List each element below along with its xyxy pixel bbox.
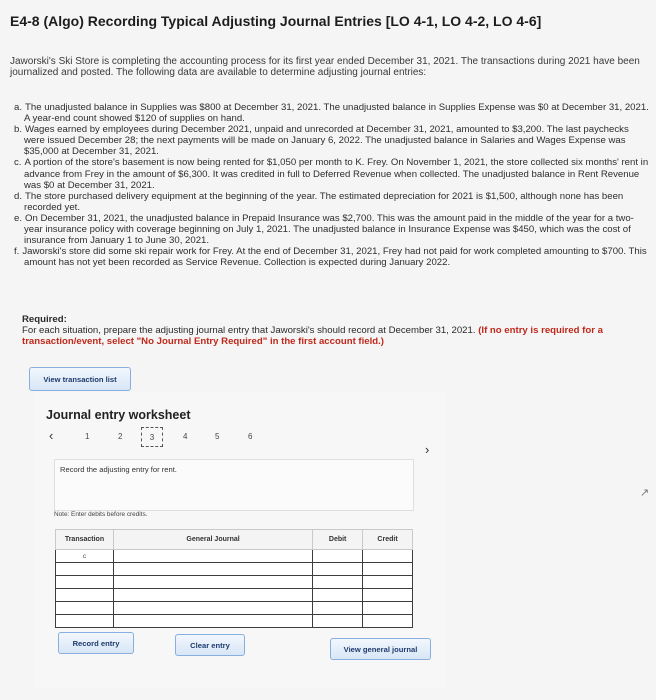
column-header-credit: Credit — [363, 530, 413, 550]
transaction-cell — [56, 589, 114, 602]
column-header-debit: Debit — [313, 530, 363, 550]
account-input[interactable] — [113, 550, 312, 563]
problem-intro: Jaworski's Ski Store is completing the accounting process for its first year ended December 31, 2021. The transactions during 2021 have been journalized and posted. The following data are available to determine adjusting journal entries: — [10, 56, 640, 78]
transaction-list — [12, 102, 652, 268]
transaction-cell — [56, 615, 114, 628]
credit-input[interactable] — [363, 602, 413, 615]
credit-input[interactable] — [363, 589, 413, 602]
list-item — [12, 246, 652, 268]
account-input[interactable] — [113, 563, 312, 576]
account-input[interactable] — [113, 602, 312, 615]
transaction-cell: c — [56, 550, 114, 563]
item-label: d. — [14, 190, 23, 202]
page-tab-3-active[interactable]: 3 — [141, 427, 163, 447]
mouse-cursor-icon: ↗ — [640, 487, 650, 499]
table-row — [56, 602, 413, 615]
table-row — [56, 576, 413, 589]
journal-entry-table — [55, 529, 413, 628]
list-item — [12, 102, 652, 124]
debit-input[interactable] — [313, 550, 363, 563]
list-item — [12, 157, 652, 190]
transaction-cell — [56, 563, 114, 576]
debit-input[interactable] — [313, 589, 363, 602]
credit-input[interactable] — [363, 563, 413, 576]
page-title: E4-8 (Algo) Recording Typical Adjusting Journal Entries [LO 4-1, LO 4-2, LO 4-6] — [10, 13, 542, 29]
required-section — [22, 314, 652, 347]
page-tab-5[interactable]: 5 — [215, 432, 220, 441]
table-row — [56, 615, 413, 628]
worksheet-pagination — [45, 430, 440, 458]
page-tab-2[interactable]: 2 — [118, 432, 123, 441]
chevron-right-icon[interactable]: › — [425, 442, 430, 457]
required-heading: Required: — [22, 314, 67, 325]
item-text: Wages earned by employees during December 2021, unpaid and unrecorded at December 31, 2021, amounted to $3,200. The last paychecks were issued December 28; the next payments will be made on January 6, 2022. The unadjusted balance in Salaries and Wages Expense was $35,000 at December 31, 2021. — [24, 124, 629, 158]
item-label: b. — [14, 124, 23, 136]
transaction-cell — [56, 576, 114, 589]
table-row — [56, 563, 413, 576]
item-text: The store purchased delivery equipment at the beginning of the year. The estimated depreciation for 2021 is $1,500, although none has been recorded yet. — [24, 190, 624, 213]
worksheet-title: Journal entry worksheet — [46, 408, 191, 422]
list-item — [12, 124, 652, 157]
debit-input[interactable] — [313, 615, 363, 628]
page-tab-4[interactable]: 4 — [183, 432, 188, 441]
item-text: On December 31, 2021, the unadjusted balance in Prepaid Insurance was $2,700. This was the amount paid in the middle of the year for a two-year insurance policy with coverage beginning on July 1, 2021. The unadjusted balance in Insurance Expense was $450, which was the cost of insurance from January 1 to June 30, 2021. — [24, 212, 634, 247]
credit-input[interactable] — [363, 550, 413, 563]
debit-input[interactable] — [313, 563, 363, 576]
item-label: f. — [14, 246, 20, 258]
required-emphasis: (If no entry is required for a transaction/event, select "No Journal Entry Required" in the first account field.) — [22, 325, 603, 347]
required-text: For each situation, prepare the adjusting journal entry that Jaworski's should record at December 31, 2021. — [22, 325, 476, 336]
record-entry-button[interactable]: Record entry — [58, 632, 134, 654]
note-text: Note: Enter debits before credits. — [54, 511, 148, 518]
item-label: c. — [14, 157, 22, 169]
account-input[interactable] — [113, 589, 312, 602]
item-label: a. — [14, 102, 23, 113]
instruction-text: Record the adjusting entry for rent. — [60, 465, 177, 474]
item-text: A portion of the store's basement is now being rented for $1,050 per month to K. Frey. On November 1, 2021, the store collected six months' rent in advance from Frey in the amount of $6,300. It was credited in full to Deferred Revenue when collected. The unadjusted balance in Rent Revenue was $0 at December 31, 2021. — [24, 157, 649, 191]
account-input[interactable] — [113, 615, 312, 628]
column-header-transaction: Transaction — [56, 530, 114, 550]
chevron-left-icon[interactable]: ‹ — [49, 428, 54, 443]
transaction-cell — [56, 602, 114, 615]
debit-input[interactable] — [313, 576, 363, 589]
list-item — [12, 213, 652, 246]
page-tab-6[interactable]: 6 — [248, 432, 253, 441]
table-row — [56, 589, 413, 602]
credit-input[interactable] — [363, 615, 413, 628]
view-transaction-list-button[interactable]: View transaction list — [29, 367, 131, 391]
list-item — [12, 191, 652, 213]
debit-input[interactable] — [313, 602, 363, 615]
clear-entry-button[interactable]: Clear entry — [175, 634, 245, 656]
column-header-general-journal: General Journal — [113, 530, 312, 550]
item-text: The unadjusted balance in Supplies was $800 at December 31, 2021. The unadjusted balance in Supplies Expense was $0 at December 31, 2021. A year-end count showed $120 of supplies on hand. — [24, 102, 649, 125]
table-row — [56, 550, 413, 563]
view-general-journal-button[interactable]: View general journal — [330, 638, 431, 660]
credit-input[interactable] — [363, 576, 413, 589]
page-tab-1[interactable]: 1 — [85, 432, 90, 441]
account-input[interactable] — [113, 576, 312, 589]
item-label: e. — [14, 212, 23, 224]
item-text: Jaworski's store did some ski repair work for Frey. At the end of December 31, 2021, Frey had not paid for work completed amounting to $700. This amount has not yet been recorded as Service Revenue. Collection is expected during January 2022. — [22, 246, 647, 269]
